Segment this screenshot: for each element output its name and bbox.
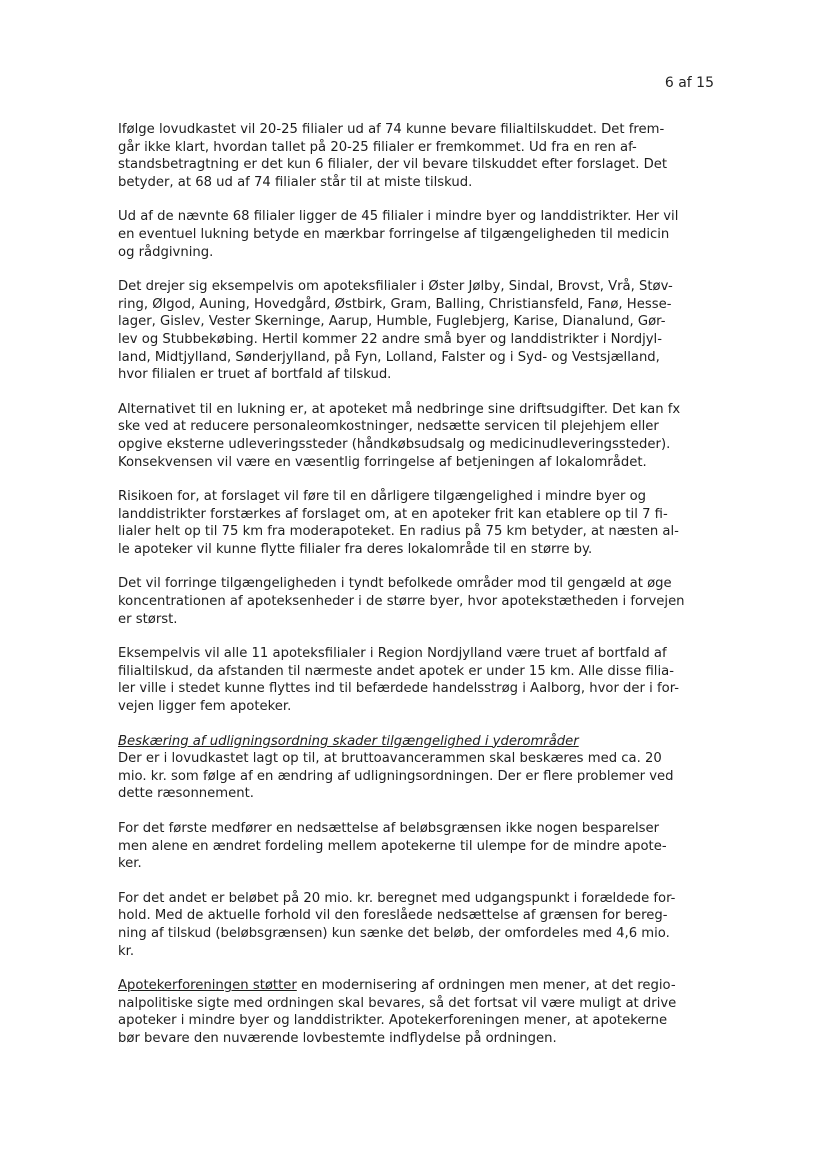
paragraph-det-andet: For det andet er beløbet på 20 mio. kr. beregnet med udgangspunkt i forældede for- hold. Med de aktuelle forhold vil den foreslåede nedsættelse af grænsen for bereg- ning af tilskud (beløbsgrænsen) kun sænke det beløb, der omfordeles med 4,6 mio. kr.: [118, 890, 676, 959]
paragraph-apotekerforeningen: [118, 977, 718, 1047]
paragraph-mindre-byer: Ud af de nævnte 68 filialer ligger de 45 filialer i mindre byer og landdistrikter. Her vil en eventuel lukning betyde en mærkbar forringelse af tilgængeligheden til medicin og rådgivning.: [118, 209, 679, 260]
paragraph-nordjylland: Eksempelvis vil alle 11 apoteksfilialer i Region Nordjylland være truet af bortfald af filialtilskud, da afstanden til nærmeste andet apotek er under 15 km. Alle disse filia- ler ville i stedet kunne flyttes ind til befærdede handelsstrøg i Aalborg, hvor der i for- vejen ligger fem apoteker.: [118, 646, 680, 715]
paragraph-bruttoavance: Der er i lovudkastet lagt op til, at bruttoavancerammen skal beskæres med ca. 20 mio. kr. som følge af en ændring af udligningsordningen. Der er flere problemer ved dette ræsonnement.: [118, 751, 674, 802]
page-number: 6 af 15: [664, 75, 714, 91]
paragraph-alternativ: Alternativet til en lukning er, at apoteket må nedbringe sine driftsudgifter. Det kan fx ske ved at reducere personaleomkostninger, nedsætte servicen til plejehjem eller opgive eksterne udleveringssteder (håndkøbsudsalg og medicinudleveringssteder). Konsekvensen vil være en væsentlig forringelse af betjeningen af lokalområdet.: [118, 401, 681, 470]
paragraph-risiko: Risikoen for, at forslaget vil føre til en dårligere tilgængelighed i mindre byer og landdistrikter forstærkes af forslaget om, at en apoteker frit kan etablere op til 7 fi- lialer helt op til 75 km fra moderapoteket. En radius på 75 km betyder, at næsten al- le apoteker vil kunne flytte filialer fra deres lokalområde til en større by.: [118, 489, 679, 557]
paragraph-filialtilskud: Ifølge lovudkastet vil 20-25 filialer ud af 74 kunne bevare filialtilskuddet. Det frem- går ikke klart, hvordan tallet på 20-25 filialer er fremkommet. Ud fra en ren af- standsbetragtning er det kun 6 filialer, der vil bevare tilskuddet efter forslaget. Det betyder, at 68 ud af 74 filialer står til at miste tilskud.: [118, 122, 668, 190]
section-heading: Beskæring af udligningsordning skader tilgængelighed i yderområder: [118, 733, 579, 749]
apotekerforeningen-lead: Apotekerforeningen støtter: [118, 978, 297, 994]
paragraph-eksempel-filialer: Det drejer sig eksempelvis om apoteksfilialer i Øster Jølby, Sindal, Brovst, Vrå, Støv- ring, Ølgod, Auning, Hovedgård, Østbirk, Gram, Balling, Christiansfeld, Fanø, Hesse- lager, Gislev, Vester Skerninge, Aarup, Humble, Fuglebjerg, Karise, Dianalund, Gør- lev og Stubbekøbing. Hertil kommer 22 andre små byer og landdistrikter i Nordjyl- land, Midtjylland, Sønderjylland, på Fyn, Lolland, Falster og i Syd- og Vestsjælland, hvor filialen er truet af bortfald af tilskud.: [118, 279, 673, 383]
paragraph-forringe: Det vil forringe tilgængeligheden i tyndt befolkede områder mod til gengæld at øge koncentrationen af apoteksenheder i de større byer, hvor apotekstætheden i forvejen er størst.: [118, 576, 685, 627]
document-body: [118, 121, 718, 1065]
paragraph-det-foerste: For det første medfører en nedsættelse af beløbsgrænsen ikke nogen besparelser men alene en ændret fordeling mellem apotekerne til ulempe for de mindre apote- ker.: [118, 821, 667, 872]
apotekerforeningen-text: en modernisering af ordningen men mener, at det regio- nalpolitiske sigte med ordningen skal bevares, så det fortsat vil være muligt at drive apoteker i mindre byer og landdistrikter. Apotekerforeningen mener, at apotekerne bør bevare den nuværende lovbestemte indflydelse på ordningen.: [118, 978, 677, 1046]
